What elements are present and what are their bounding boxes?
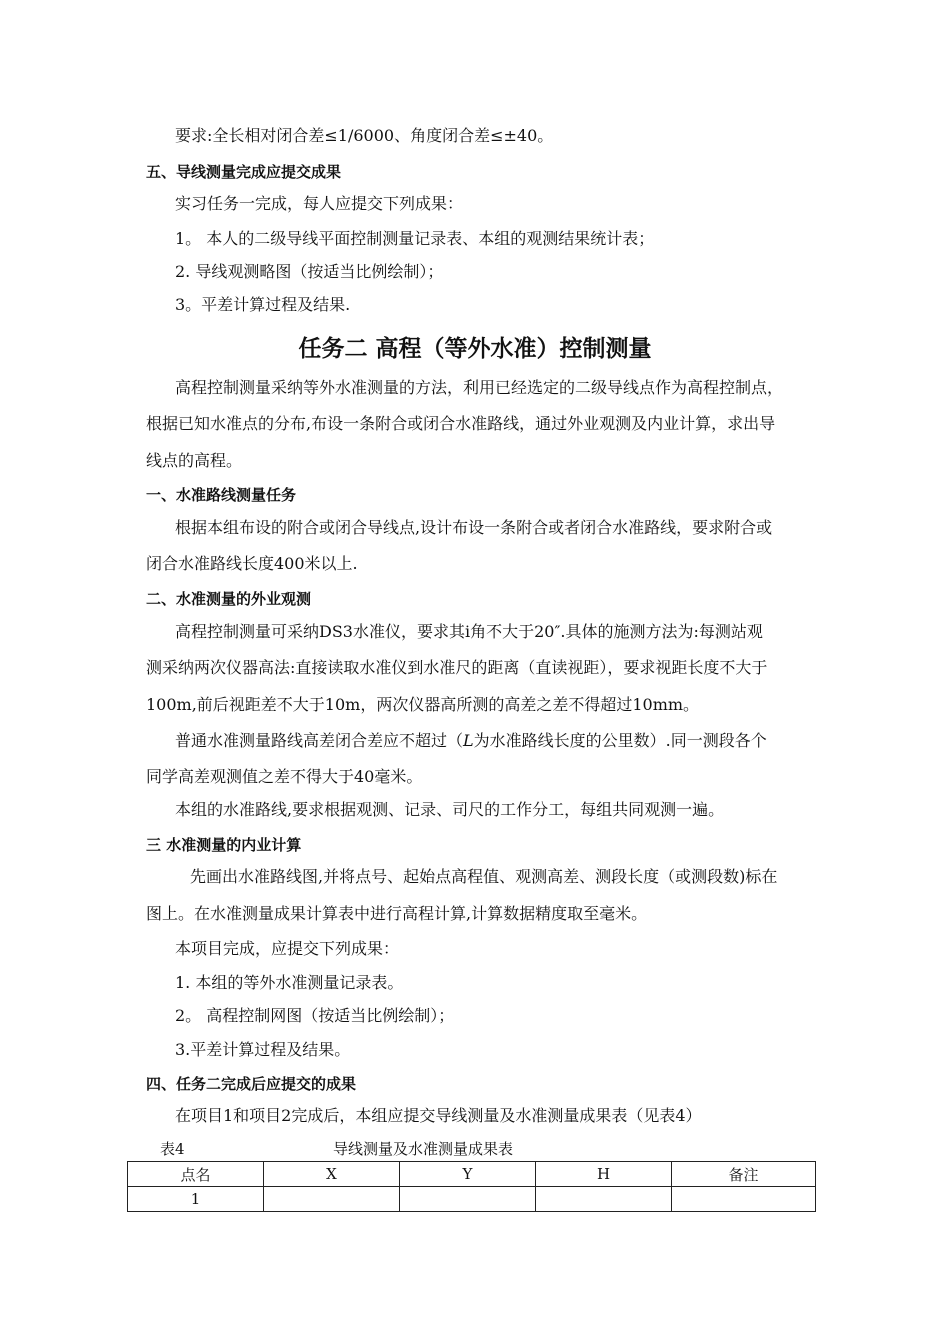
text-segment: 为水准路线长度的公里数）.同一测段各个 <box>473 731 767 750</box>
table-header-row <box>128 1162 816 1187</box>
header-cell-x: X <box>264 1162 400 1187</box>
list-item: 1。 本人的二级导线平面控制测量记录表、本组的观测结果统计表； <box>175 229 655 248</box>
list-item: 2. 导线观测略图（按适当比例绘制）； <box>175 262 444 281</box>
section-heading-1: 一、水准路线测量任务 <box>146 486 297 504</box>
table-cell: 1 <box>128 1187 264 1212</box>
section-heading-5: 五、导线测量完成应提交成果 <box>146 163 342 181</box>
table-cell <box>400 1187 536 1212</box>
table-row <box>128 1187 816 1212</box>
list-item: 1. 本组的等外水准测量记录表。 <box>175 973 404 992</box>
table-cell <box>264 1187 400 1212</box>
list-item: 3。平差计算过程及结果. <box>175 295 351 314</box>
paragraph-line: 高程控制测量采纳等外水准测量的方法，利用已经选定的二级导线点作为高程控制点， <box>175 378 784 397</box>
paragraph-line: 根据已知水准点的分布,布设一条附合或闭合水准路线，通过外业观测及内业计算，求出导 <box>146 414 776 433</box>
results-table <box>127 1161 816 1212</box>
variable-l: L <box>463 731 474 750</box>
paragraph-line <box>175 731 767 751</box>
paragraph-line: 本组的水准路线,要求根据观测、记录、司尺的工作分工，每组共同观测一遍。 <box>175 800 725 819</box>
section-heading-2: 二、水准测量的外业观测 <box>146 590 312 608</box>
table-label: 表4 <box>160 1140 185 1158</box>
table-caption: 导线测量及水准测量成果表 <box>333 1140 514 1158</box>
paragraph-line: 闭合水准路线长度400米以上. <box>146 554 358 573</box>
list-item: 3.平差计算过程及结果。 <box>175 1040 351 1059</box>
paragraph-line: 高程控制测量可采纳DS3水准仪，要求其i角不大于20″.具体的施测方法为:每测站观 <box>175 622 763 641</box>
paragraph-line: 测采纳两次仪器高法:直接读取水准仪到水准尺的距离（直读视距），要求视距长度不大于 <box>146 658 768 677</box>
paragraph-line: 100m,前后视距差不大于10m，两次仪器高所测的高差之差不得超过10mm。 <box>146 695 700 714</box>
paragraph-line: 同学高差观测值之差不得大于40毫米。 <box>146 767 423 786</box>
list-item: 2。 高程控制网图（按适当比例绘制）； <box>175 1006 455 1025</box>
table-cell <box>672 1187 816 1212</box>
header-cell-y: Y <box>400 1162 536 1187</box>
task-title: 任务二 高程（等外水准）控制测量 <box>298 336 652 362</box>
requirement-text: 要求:全长相对闭合差≤1/6000、角度闭合差≤±40。 <box>175 126 554 145</box>
table-cell <box>536 1187 672 1212</box>
paragraph-line: 在项目1和项目2完成后，本组应提交导线测量及水准测量成果表（见表4） <box>175 1106 702 1125</box>
section-heading-4: 四、任务二完成后应提交的成果 <box>146 1075 357 1093</box>
paragraph: 实习任务一完成，每人应提交下列成果： <box>175 194 464 213</box>
header-cell-point: 点名 <box>128 1162 264 1187</box>
paragraph-line: 先画出水准路线图,并将点号、起始点高程值、观测高差、测段长度（或测段数)标在 <box>190 867 778 886</box>
header-cell-h: H <box>536 1162 672 1187</box>
header-cell-remark: 备注 <box>672 1162 816 1187</box>
section-heading-3: 三 水准测量的内业计算 <box>146 836 302 854</box>
paragraph-line: 图上。在水准测量成果计算表中进行高程计算,计算数据精度取至毫米。 <box>146 904 648 923</box>
paragraph-line: 本项目完成，应提交下列成果： <box>175 939 400 958</box>
paragraph-line: 根据本组布设的附合或闭合导线点,设计布设一条附合或者闭合水准路线，要求附合或 <box>175 518 773 537</box>
text-segment: 普通水准测量路线高差闭合差应不超过（ <box>175 731 464 750</box>
paragraph-line: 线点的高程。 <box>146 451 243 470</box>
